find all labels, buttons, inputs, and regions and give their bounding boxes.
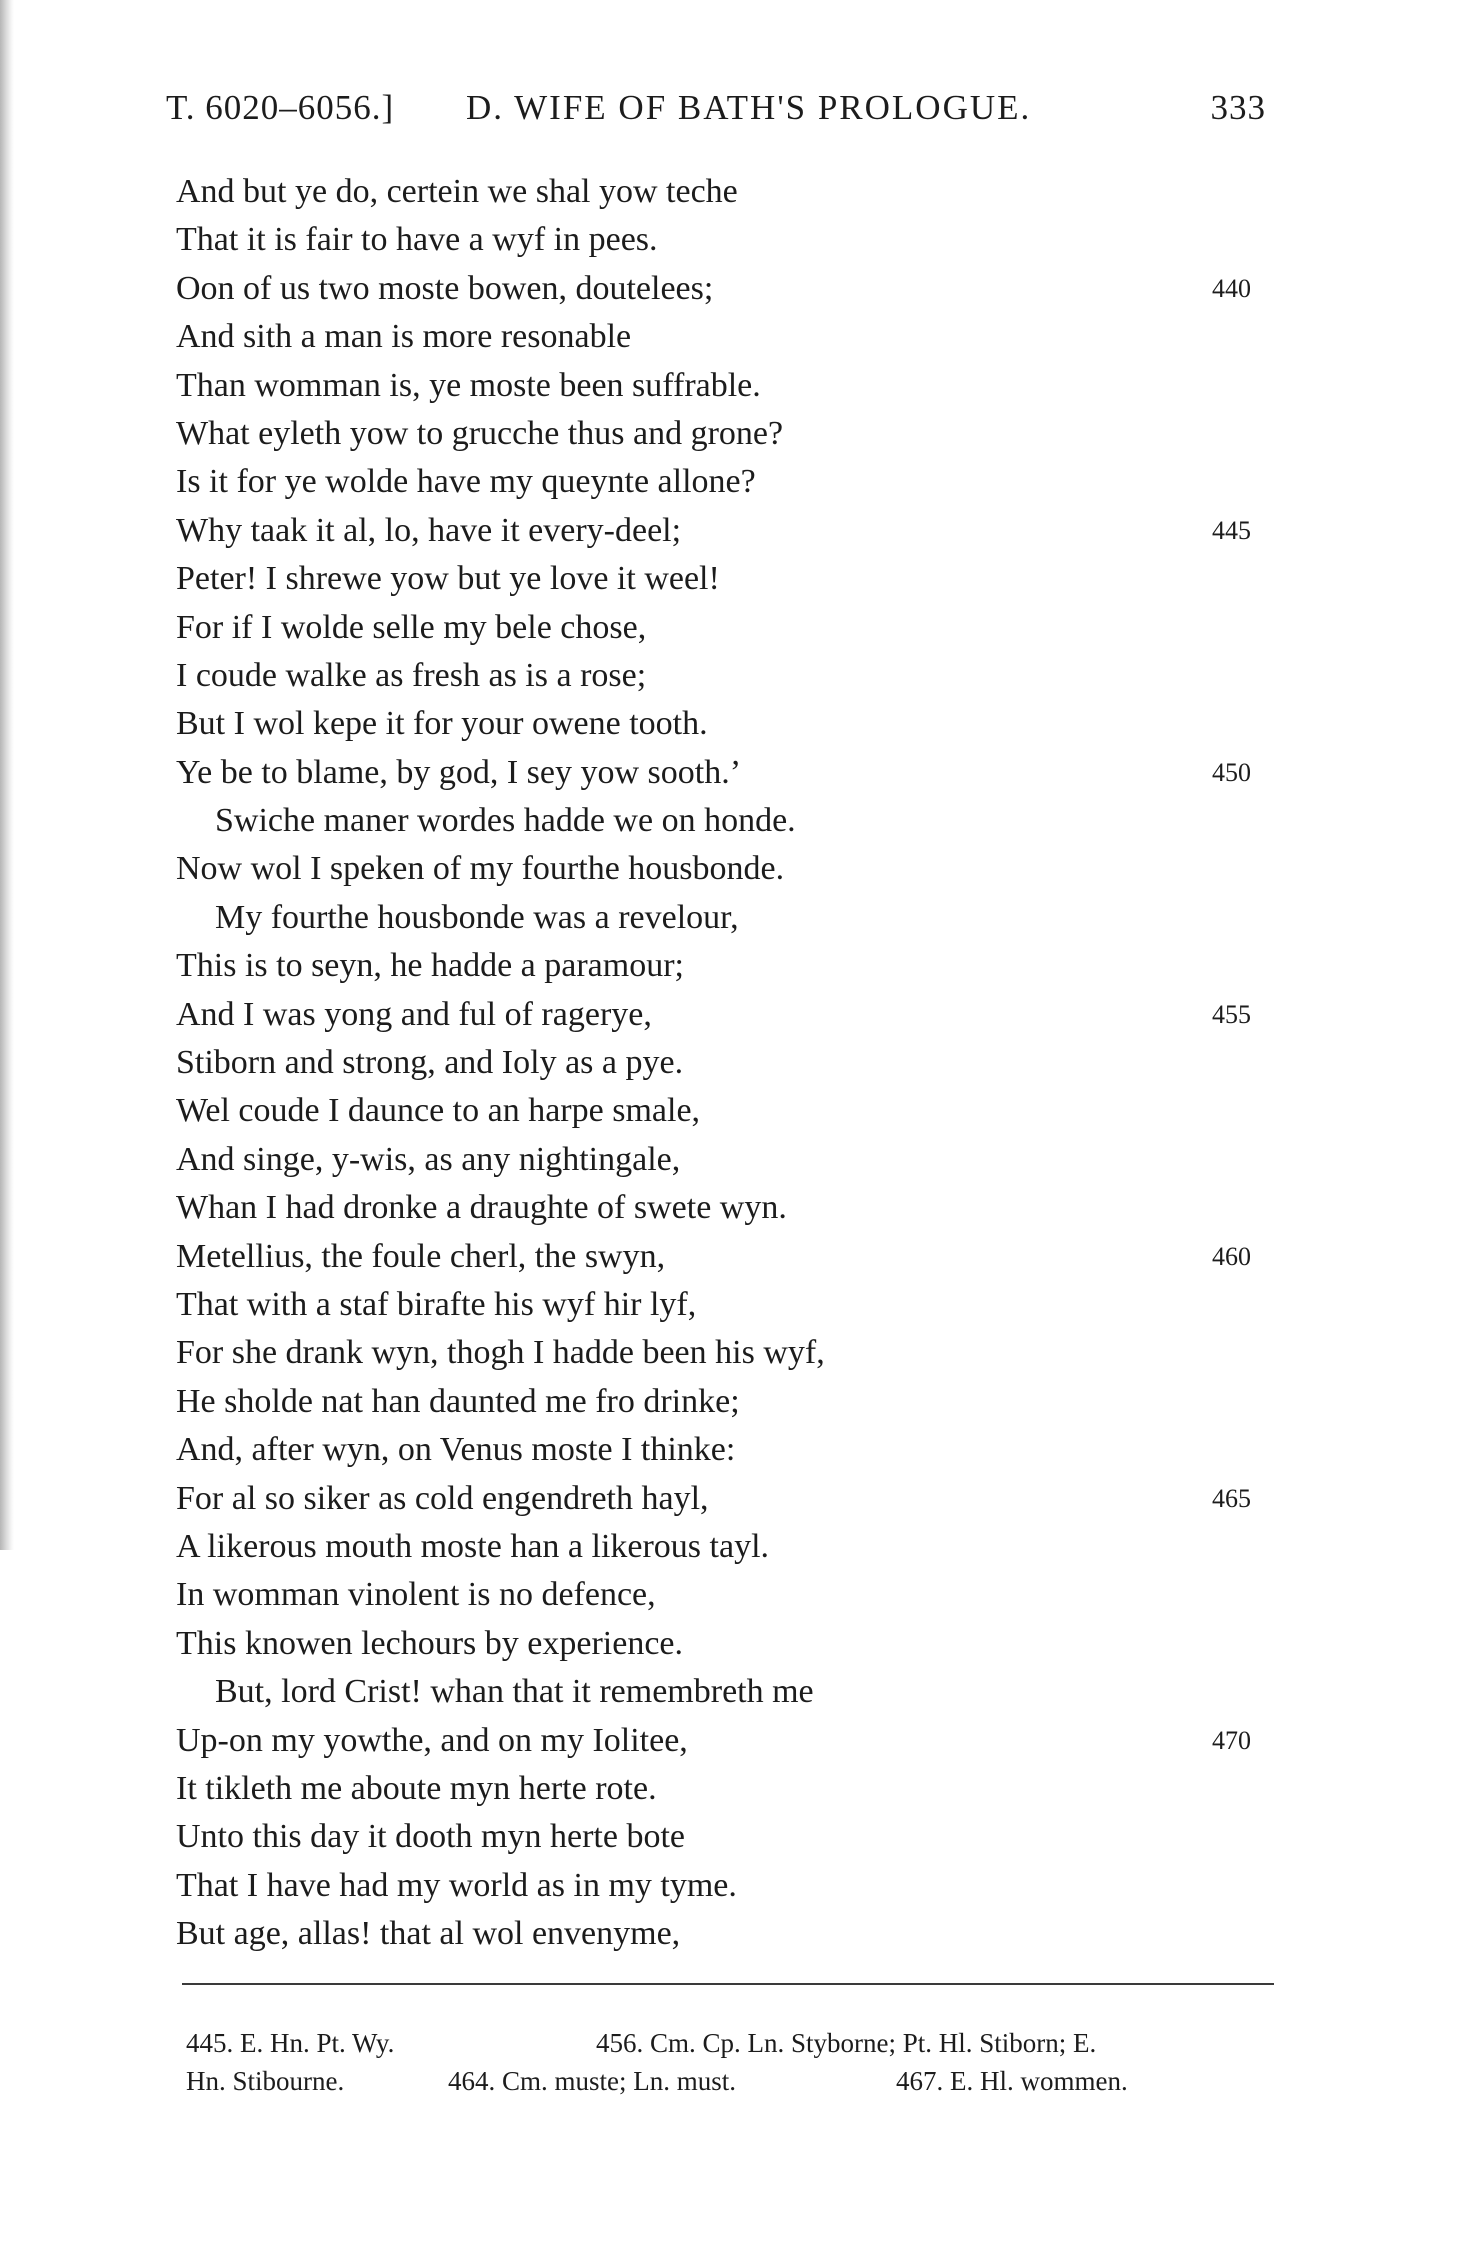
verse-line (0, 894, 1464, 942)
verse-line (0, 410, 1464, 458)
verse-line (0, 1668, 1464, 1716)
footnote-456: 456. Cm. Cp. Ln. Styborne; Pt. Hl. Stiborn; E. (596, 2028, 1097, 2058)
verse-line (0, 507, 1464, 555)
poem-text (0, 168, 1464, 1958)
line-number: 465 (1212, 1483, 1251, 1513)
verse-text: And but ye do, certein we shal yow teche (176, 173, 738, 210)
verse-text: And sith a man is more resonable (176, 318, 632, 356)
verse-text: Metellius, the foule cherl, the swyn, (176, 1237, 666, 1275)
footnotes (186, 2024, 1276, 2100)
footnote-456-cont: Hn. Stibourne. (186, 2066, 345, 2096)
line-number: 445 (1212, 515, 1251, 545)
verse-line (0, 1184, 1464, 1232)
verse-text: For al so siker as cold engendreth hayl, (176, 1479, 709, 1517)
verse-line (0, 1233, 1464, 1281)
verse-text: And I was yong and ful of ragerye, (176, 995, 652, 1033)
line-number: 440 (1212, 273, 1251, 303)
verse-line (0, 1813, 1464, 1861)
verse-line (0, 1862, 1464, 1910)
verse-text: My fourthe housbonde was a revelour, (215, 898, 739, 936)
verse-line (0, 1523, 1464, 1571)
verse-line (0, 1281, 1464, 1329)
verse-text: Oon of us two moste bowen, doutelees; (176, 269, 714, 307)
verse-text: Whan I had dronke a draughte of swete wyn. (176, 1189, 787, 1227)
verse-text: But, lord Crist! whan that it remembreth me (215, 1673, 814, 1711)
verse-text: For she drank wyn, thogh I hadde been his wyf, (176, 1334, 825, 1372)
verse-line (0, 1717, 1464, 1765)
verse-text: It tikleth me aboute myn herte rote. (176, 1769, 657, 1807)
verse-line (0, 845, 1464, 893)
verse-text: And singe, y-wis, as any nightingale, (176, 1140, 681, 1178)
verse-text: Why taak it al, lo, have it every-deel; (176, 511, 682, 549)
verse-line (0, 555, 1464, 603)
verse-text: And, after wyn, on Venus moste I thinke: (176, 1431, 736, 1469)
line-number: 450 (1212, 757, 1251, 787)
verse-line (0, 700, 1464, 748)
verse-text: Stiborn and strong, and Ioly as a pye. (176, 1044, 684, 1082)
footnote-445: 445. E. Hn. Pt. Wy. (186, 2028, 395, 2058)
verse-text: Swiche maner wordes hadde we on honde. (215, 802, 796, 840)
verse-text: This knowen lechours by experience. (176, 1624, 683, 1662)
verse-line (0, 1765, 1464, 1813)
line-range: T. 6020–6056.] (166, 88, 395, 127)
verse-line (0, 1087, 1464, 1135)
verse-line (0, 362, 1464, 410)
verse-line (0, 1910, 1464, 1958)
verse-text: Up-on my yowthe, and on my Iolitee, (176, 1721, 688, 1759)
verse-line (0, 652, 1464, 700)
footnote-divider (182, 1983, 1274, 1985)
footnote-464: 464. Cm. muste; Ln. must. (448, 2066, 737, 2096)
verse-line (0, 942, 1464, 990)
page-title: D. WIFE OF BATH'S PROLOGUE. (466, 88, 1032, 127)
verse-line (0, 797, 1464, 845)
verse-text: What eyleth yow to grucche thus and grone? (176, 414, 784, 452)
running-header (166, 88, 1266, 136)
verse-line (0, 1620, 1464, 1668)
verse-line (0, 749, 1464, 797)
verse-text: Ye be to blame, by god, I sey yow sooth.’ (176, 753, 742, 791)
verse-text: A likerous mouth moste han a likerous tayl. (176, 1527, 770, 1565)
verse-line (0, 265, 1464, 313)
verse-line (0, 1329, 1464, 1377)
verse-line (0, 604, 1464, 652)
verse-text: For if I wolde selle my bele chose, (176, 608, 647, 646)
page-number: 333 (1210, 88, 1266, 127)
verse-text: But I wol kepe it for your owene tooth. (176, 705, 708, 743)
verse-text: But age, allas! that al wol envenyme, (176, 1915, 681, 1953)
line-number: 455 (1212, 999, 1251, 1029)
verse-text: In womman vinolent is no defence, (176, 1576, 656, 1614)
verse-text: That it is fair to have a wyf in pees. (176, 221, 658, 259)
verse-line (0, 1426, 1464, 1474)
footnote-line (186, 2062, 1276, 2100)
verse-text: Is it for ye wolde have my queynte allone? (176, 463, 756, 501)
verse-line (0, 1475, 1464, 1523)
footnote-467: 467. E. Hl. wommen. (896, 2066, 1128, 2096)
verse-line (0, 1378, 1464, 1426)
verse-text: Now wol I speken of my fourthe housbonde. (176, 850, 785, 888)
footnote-line (186, 2024, 1276, 2062)
line-number: 460 (1212, 1241, 1251, 1271)
line-number: 470 (1212, 1725, 1251, 1755)
verse-text: Wel coude I daunce to an harpe smale, (176, 1092, 701, 1130)
verse-line (0, 1571, 1464, 1619)
verse-line (0, 458, 1464, 506)
verse-line (0, 991, 1464, 1039)
verse-line (0, 1039, 1464, 1087)
verse-line (0, 1136, 1464, 1184)
verse-line (0, 168, 1464, 216)
verse-text: That with a staf birafte his wyf hir lyf, (176, 1285, 697, 1323)
verse-line (0, 216, 1464, 264)
verse-text: I coude walke as fresh as is a rose; (176, 656, 647, 694)
verse-text: Peter! I shrewe yow but ye love it weel! (176, 560, 720, 598)
verse-line (0, 313, 1464, 361)
verse-text: Than womman is, ye moste been suffrable. (176, 366, 761, 404)
verse-text: That I have had my world as in my tyme. (176, 1866, 737, 1904)
verse-text: This is to seyn, he hadde a paramour; (176, 947, 684, 985)
verse-text: He sholde nat han daunted me fro drinke; (176, 1382, 740, 1420)
verse-text: Unto this day it dooth myn herte bote (176, 1818, 685, 1856)
